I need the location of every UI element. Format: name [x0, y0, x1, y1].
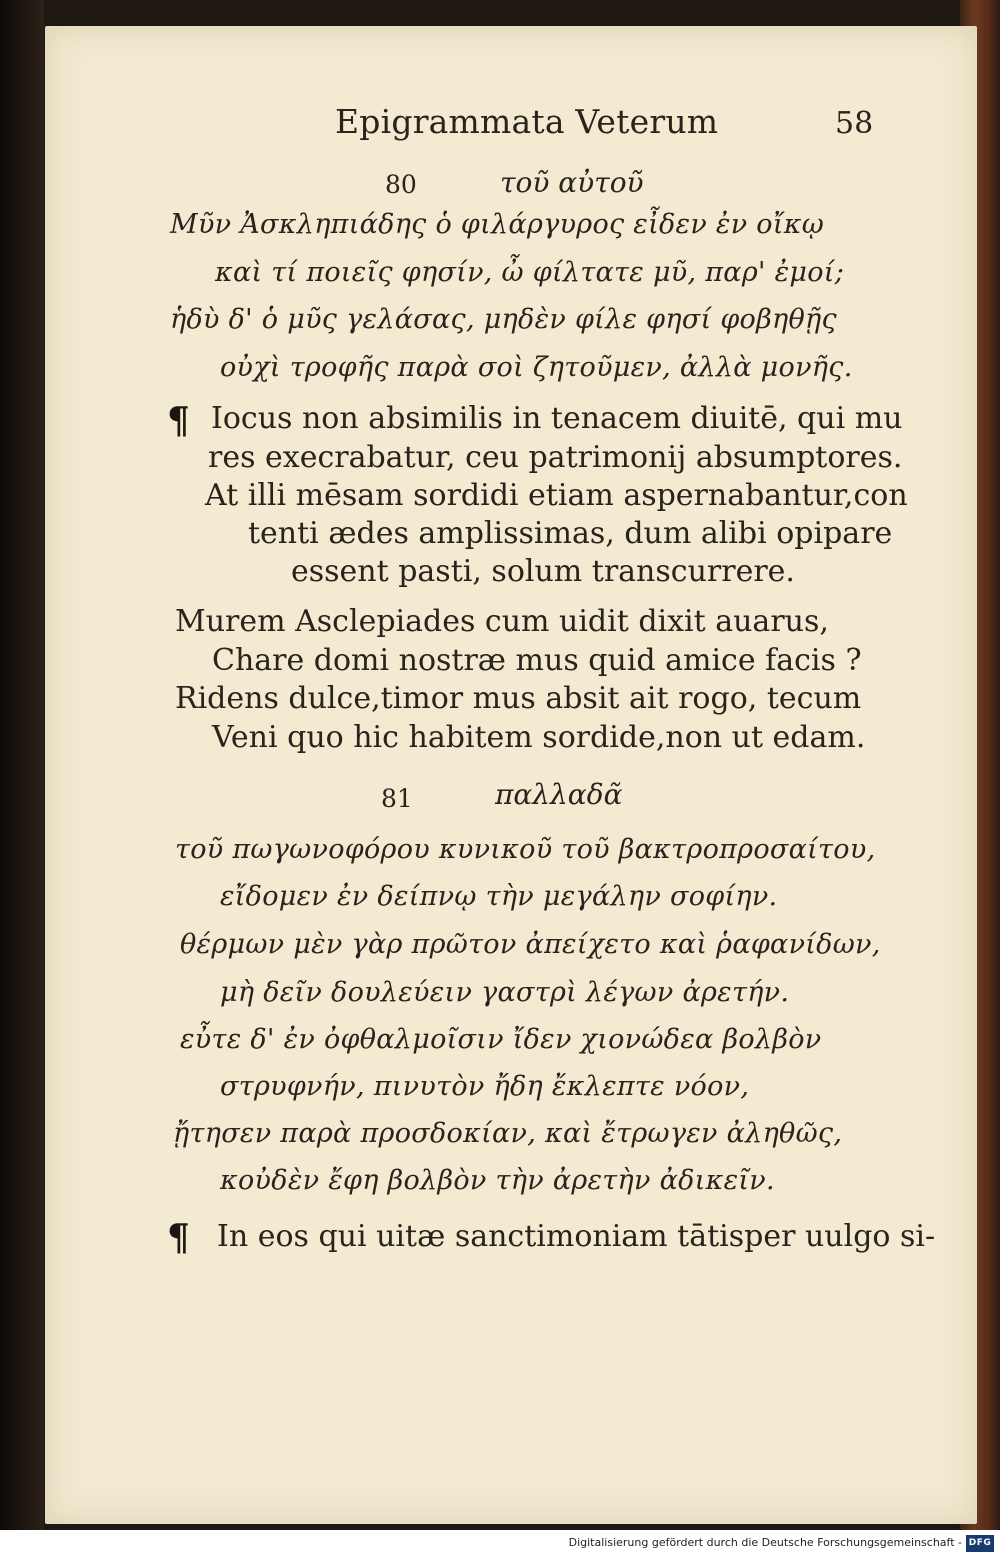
- running-header-title: Epigrammata Veterum: [335, 102, 719, 141]
- book-cover-left-edge: [0, 0, 44, 1530]
- epigram-80-latin-verse-4: Veni quo hic habitem sordide,non ut edam.: [212, 720, 866, 755]
- epigram-80-greek-line-1: Μῦν Ἀσκληπιάδης ὁ φιλάργυρος εἶδεν ἐν οἴκῳ: [170, 209, 825, 240]
- epigram-80-commentary-line-1: Iocus non absimilis in tenacem diuitē, qui mu: [211, 401, 903, 436]
- epigram-80-commentary-line-2: res execrabatur, ceu patrimonij absumptores.: [208, 440, 903, 475]
- epigram-81-number: 81: [381, 784, 413, 813]
- epigram-80-number: 80: [385, 170, 417, 199]
- epigram-81-greek-line-4: μὴ δεῖν δουλεύειν γαστρὶ λέγων ἀρετήν.: [220, 977, 790, 1008]
- digitization-footer: [0, 1530, 1000, 1558]
- dfg-logo-icon: DFG: [966, 1535, 994, 1552]
- epigram-80-greek-line-3: ἡδὺ δ' ὁ μῦς γελάσας, μηδὲν φίλε φησί φοβηθῇς: [170, 304, 837, 335]
- epigram-81-greek-line-7: ᾔτησεν παρὰ προσδοκίαν, καὶ ἔτρωγεν ἀληθῶς,: [173, 1118, 843, 1149]
- epigram-80-latin-verse-2: Chare domi nostræ mus quid amice facis ?: [212, 643, 862, 678]
- epigram-80-heading: τοῦ αὐτοῦ: [500, 166, 644, 199]
- epigram-81-greek-line-8: κοὐδὲν ἔφη βολβὸν τὴν ἀρετὴν ἀδικεῖν.: [220, 1165, 775, 1196]
- epigram-81-commentary-line-1: In eos qui uitæ sanctimoniam tātisper uulgo si-: [217, 1219, 936, 1254]
- epigram-81-greek-line-1: τοῦ πωγωνοφόρου κυνικοῦ τοῦ βακτροπροσαίτου,: [175, 834, 876, 865]
- book-page: [45, 26, 977, 1524]
- epigram-80-greek-line-2: καὶ τί ποιεῖς φησίν, ὦ φίλτατε μῦ, παρ' ἐμοί;: [215, 257, 845, 288]
- epigram-80-commentary-line-4: tenti ædes amplissimas, dum alibi opipare: [248, 516, 893, 551]
- epigram-80-latin-verse-1: Murem Asclepiades cum uidit dixit auarus,: [175, 604, 829, 639]
- epigram-81-greek-line-3: θέρμων μὲν γὰρ πρῶτον ἀπείχετο καὶ ῥαφανίδων,: [180, 929, 881, 960]
- footer-credit: Digitalisierung gefördert durch die Deutsche Forschungsgemeinschaft -: [568, 1536, 962, 1549]
- epigram-80-latin-verse-3: Ridens dulce,timor mus absit ait rogo, tecum: [175, 681, 862, 716]
- epigram-81-greek-line-6: στρυφνήν, πινυτὸν ἤδη ἔκλεπτε νόον,: [220, 1071, 750, 1102]
- epigram-81-greek-line-5: εὖτε δ' ἐν ὀφθαλμοῖσιν ἴδεν χιονώδεα βολβὸν: [180, 1024, 822, 1055]
- epigram-80-commentary-line-5: essent pasti, solum transcurrere.: [291, 554, 795, 589]
- pilcrow-icon: ¶: [167, 1217, 190, 1259]
- epigram-81-heading: παλλαδᾶ: [495, 778, 623, 811]
- epigram-80-commentary-line-3: At illi mēsam sordidi etiam aspernabantur,con: [205, 478, 908, 513]
- epigram-80-greek-line-4: οὐχὶ τροφῆς παρὰ σοὶ ζητοῦμεν, ἀλλὰ μονῆς.: [220, 352, 853, 383]
- page-number: 58: [835, 106, 874, 141]
- pilcrow-icon: ¶: [167, 400, 190, 442]
- epigram-81-greek-line-2: εἴδομεν ἐν δείπνῳ τὴν μεγάλην σοφίην.: [220, 881, 778, 912]
